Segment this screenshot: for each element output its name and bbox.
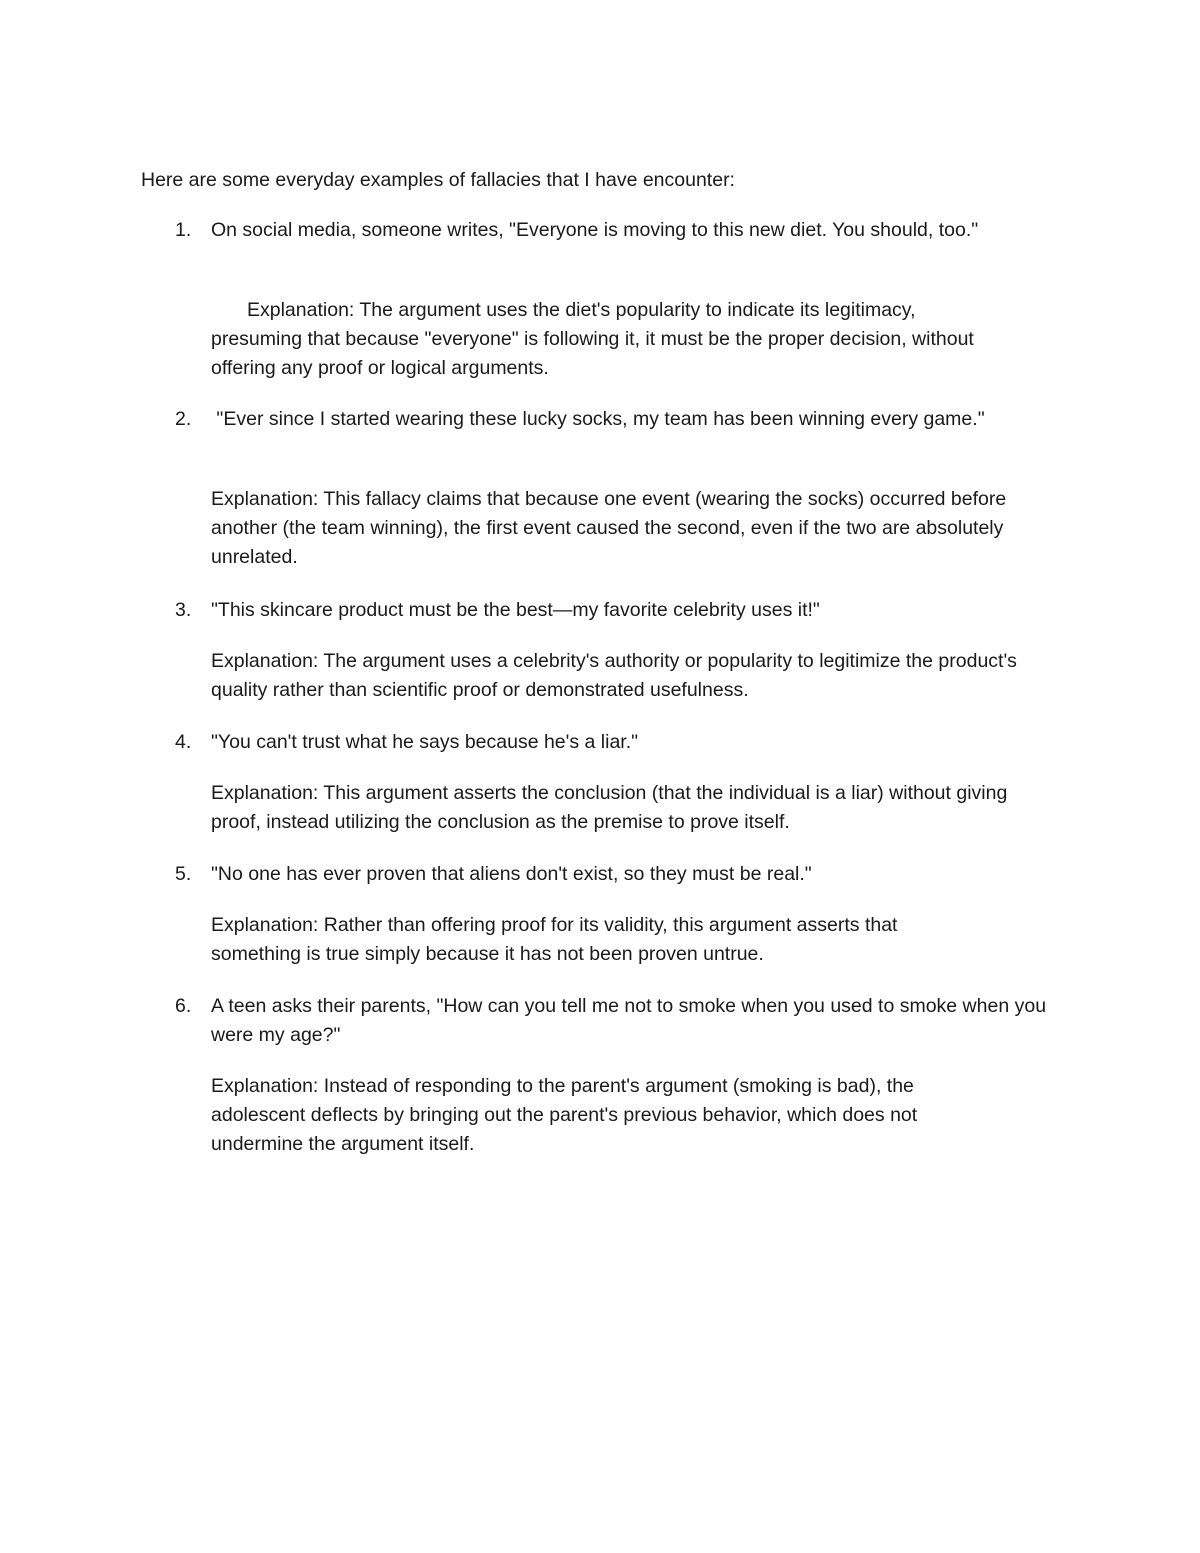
item-explanation: Explanation: The argument uses a celebrity's authority or popularity to legitimize the product's quality rather than scientific proof or demonstrated usefulness. — [211, 650, 1017, 701]
item-claim: "No one has ever proven that aliens don't exist, so they must be real." — [211, 863, 812, 885]
item-claim: "Ever since I started wearing these lucky socks, my team has been winning every game." — [211, 408, 985, 430]
item-number: 2. — [175, 408, 192, 430]
intro-text: Here are some everyday examples of fallacies that I have encounter: — [141, 169, 735, 191]
item-explanation: Explanation: Instead of responding to the parent's argument (smoking is bad), the adolescent deflects by bringing out the parent's previous behavior, which does not undermine the argument itself. — [211, 1075, 918, 1155]
item-claim: On social media, someone writes, "Everyone is moving to this new diet. You should, too." — [211, 219, 979, 241]
item-explanation: Explanation: This argument asserts the conclusion (that the individual is a liar) without giving proof, instead utilizing the conclusion as the premise to prove itself. — [211, 782, 1008, 833]
item-number: 1. — [175, 219, 192, 241]
item-explanation: Explanation: This fallacy claims that because one event (wearing the socks) occurred before another (the team winning), the first event caused the second, even if the two are absolutely unrelated. — [211, 488, 1007, 568]
item-number: 5. — [175, 863, 192, 885]
item-explanation: Explanation: Rather than offering proof for its validity, this argument asserts that something is true simply because it has not been proven untrue. — [211, 914, 898, 965]
item-number: 6. — [175, 995, 192, 1017]
item-number: 3. — [175, 599, 192, 621]
item-claim: A teen asks their parents, "How can you tell me not to smoke when you used to smoke when you were my age?" — [211, 995, 1047, 1046]
item-claim: "You can't trust what he says because he's a liar." — [211, 731, 639, 753]
item-claim: "This skincare product must be the best—my favorite celebrity uses it!" — [211, 599, 820, 621]
item-explanation: Explanation: The argument uses the diet's popularity to indicate its legitimacy, presuming that because "everyone" is following it, it must be the proper decision, without offering any proof or logical arguments. — [211, 299, 974, 379]
item-number: 4. — [175, 731, 192, 753]
